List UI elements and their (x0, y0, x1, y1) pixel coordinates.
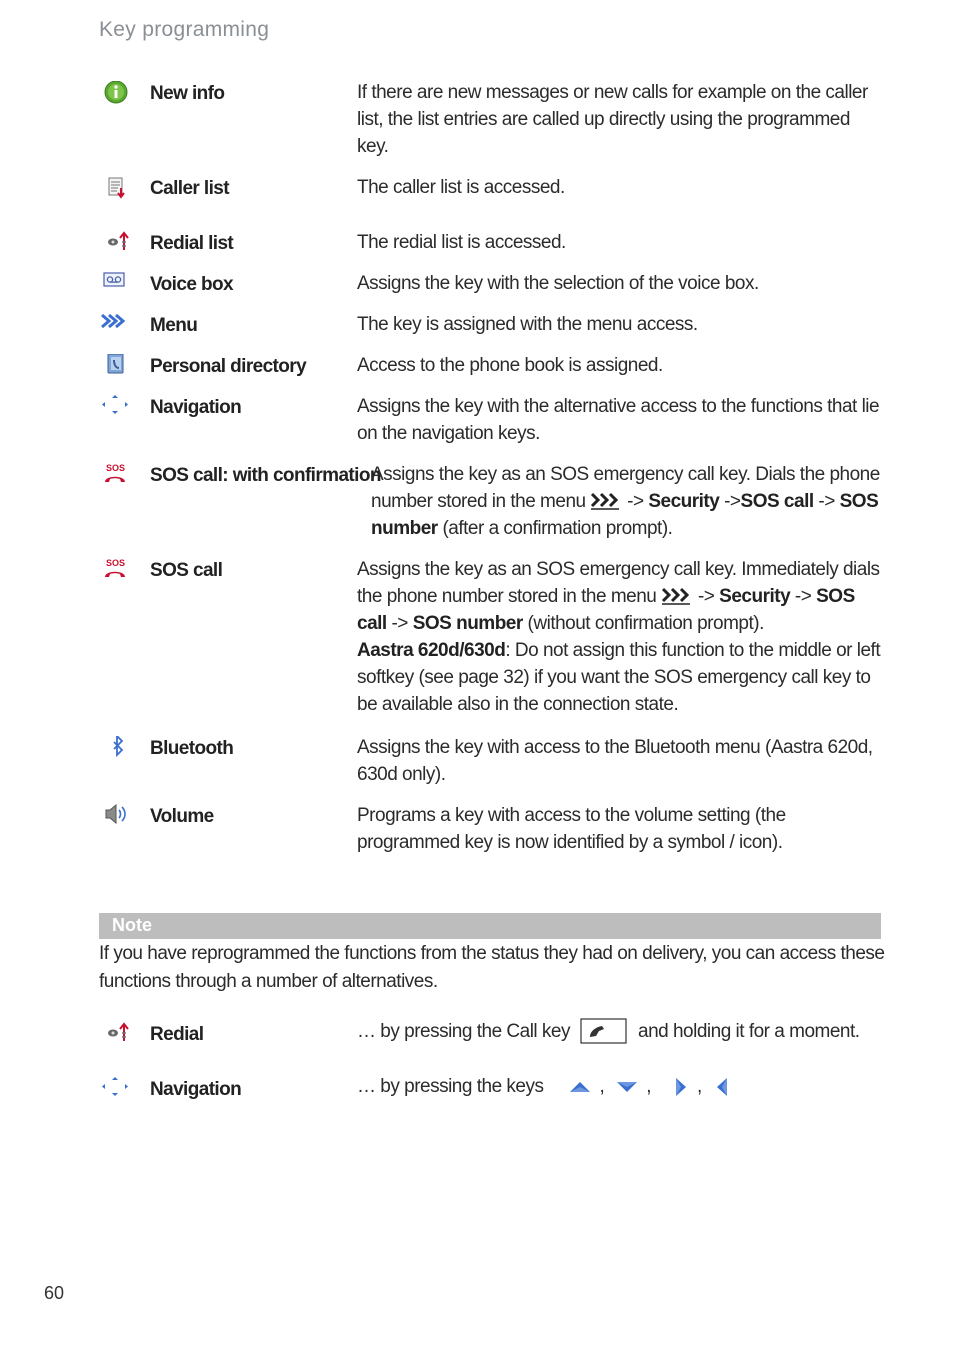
function-description: Programs a key with access to the volume setting (the programmed key is now identified by a symbol / icon). (357, 805, 786, 853)
menu-path-security: Security (719, 586, 791, 607)
alternative-label: Navigation (150, 1079, 242, 1100)
description-text: and holding it for a moment. (638, 1020, 860, 1042)
function-description: If there are new messages or new calls for example on the caller list, the list entries are called up directly using the programmed key. (357, 82, 868, 157)
description-text: -> (386, 613, 413, 634)
function-label: SOS call: with confirmation (150, 465, 381, 486)
nav-down-key-icon (616, 1079, 638, 1095)
nav-right-key-icon (673, 1077, 689, 1097)
description-text: Assigns the key as an SOS emergency call key. Dials the phone number stored in the menu (371, 464, 880, 512)
navigation-icon (101, 1077, 131, 1105)
svg-text:SOS: SOS (106, 558, 126, 568)
note-title: Note (112, 915, 152, 935)
description-text: … by pressing the Call key (357, 1020, 570, 1042)
description-text: (after a confirmation prompt). (437, 518, 673, 539)
new-info-icon (101, 81, 131, 109)
separator: , (646, 1076, 652, 1097)
description-text: -> (622, 491, 649, 512)
function-label: Menu (150, 315, 198, 336)
function-label: Personal directory (150, 356, 307, 377)
function-description: The key is assigned with the menu access. (357, 314, 698, 335)
sos-icon (101, 558, 131, 586)
separator: , (697, 1076, 702, 1097)
function-description (357, 556, 885, 718)
function-label: New info (150, 83, 225, 104)
function-label: Volume (150, 806, 214, 827)
function-description: The caller list is accessed. (357, 177, 565, 198)
function-label: Voice box (150, 274, 233, 295)
menu-path-sos-number: SOS number (371, 491, 879, 539)
bluetooth-icon (101, 736, 131, 764)
nav-up-key-icon (569, 1079, 591, 1095)
function-label: Redial list (150, 233, 234, 254)
description-text: -> (719, 491, 741, 512)
call-key-icon (580, 1017, 628, 1045)
menu-path-sos-call: SOS call (357, 586, 855, 634)
function-description: Assigns the key with the selection of the voice box. (357, 273, 759, 294)
menu-chevrons-icon (590, 492, 622, 510)
function-label: Bluetooth (150, 738, 234, 759)
function-label: Navigation (150, 397, 242, 418)
personal-directory-icon (101, 354, 131, 382)
function-description: Access to the phone book is assigned. (357, 355, 663, 376)
description-text: -> (813, 491, 840, 512)
navigation-icon (101, 395, 131, 423)
function-label: Caller list (150, 178, 229, 199)
function-description (371, 461, 885, 542)
menu-chevrons-icon (661, 587, 693, 605)
menu-path-sos-number: SOS number (412, 613, 523, 634)
menu-path-sos-call: SOS call (740, 491, 814, 512)
description-text: Assigns the key as an SOS emergency call key. Immediately dials the phone number stored in the menu (357, 559, 880, 607)
alternative-description (357, 1017, 885, 1045)
sos-icon (101, 463, 131, 491)
function-description: Assigns the key with the alternative access to the functions that lie on the navigation keys. (357, 396, 880, 444)
description-text: … by pressing the keys (357, 1076, 544, 1097)
redial-list-icon (101, 231, 131, 259)
svg-text:SOS: SOS (106, 463, 126, 473)
description-text: -> (693, 586, 720, 607)
page-number: 60 (44, 1283, 65, 1303)
voice-box-icon (101, 272, 131, 300)
function-label: SOS call (150, 560, 223, 581)
function-description: The redial list is accessed. (357, 232, 566, 253)
nav-left-key-icon (714, 1077, 730, 1097)
alternative-label: Redial (150, 1024, 204, 1045)
model-name: Aastra 620d/630d (357, 640, 506, 661)
description-text: -> (790, 586, 817, 607)
alternative-description (357, 1073, 885, 1100)
note-text: If you have reprogrammed the functions from the status they had on delivery, you can access these functions through a number of alternatives. (99, 943, 885, 992)
separator: , (599, 1076, 605, 1097)
page-header-title: Key programming (99, 18, 270, 41)
menu-icon (101, 313, 131, 341)
description-text: : Do not assign this function to the middle or left softkey (see page 32) if you want the SOS emergency call key to be available also in the connection state. (357, 640, 881, 715)
caller-list-icon (101, 176, 131, 204)
redial-list-icon (101, 1022, 131, 1050)
function-description: Assigns the key with access to the Bluetooth menu (Aastra 620d, 630d only). (357, 737, 873, 785)
description-text: (without confirmation prompt). (522, 613, 764, 634)
volume-icon (101, 804, 131, 832)
note-bar (99, 913, 881, 939)
menu-path-security: Security (648, 491, 720, 512)
